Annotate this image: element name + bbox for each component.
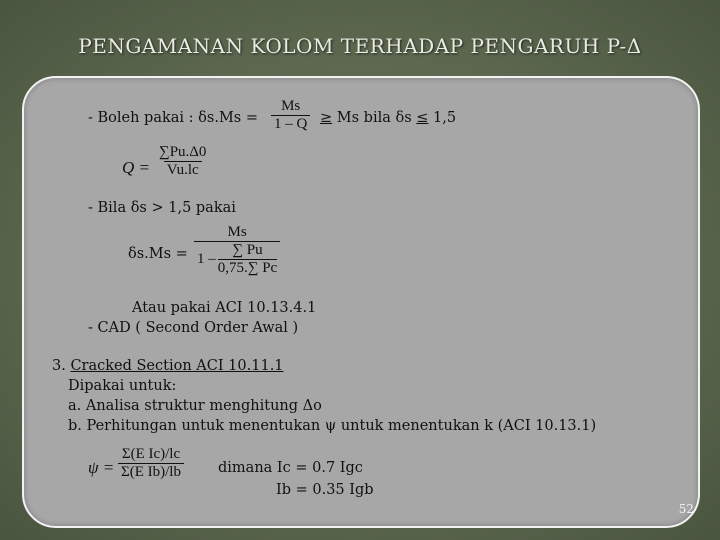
q-lhs: Q = xyxy=(122,158,150,177)
item-a: a. Analisa struktur menghitung Δo xyxy=(68,398,322,414)
inner-numerator: ∑ Pu xyxy=(232,242,263,258)
psi-lhs: ψ = xyxy=(88,458,115,477)
slide-number: 52 xyxy=(678,502,694,516)
le-symbol: ≤ xyxy=(416,110,429,126)
cad-line: - CAD ( Second Order Awal ) xyxy=(88,320,299,336)
ms-formula-lhs: δs.Ms = xyxy=(128,246,188,262)
fraction-denominator: 1 – Q xyxy=(271,115,310,133)
ms-formula-den-prefix: 1 – xyxy=(197,251,216,267)
dimana-line1: dimana Ic = 0.7 Igc xyxy=(218,460,363,476)
ms-formula-fraction xyxy=(194,224,280,277)
item-b: b. Perhitungan untuk menentukan ψ untuk menentukan k (ACI 10.13.1) xyxy=(68,418,597,434)
section3-heading xyxy=(52,358,284,374)
content-panel xyxy=(22,76,700,528)
bila-label: - Bila δs > 1,5 pakai xyxy=(88,200,236,216)
boleh-pakai-label: - Boleh pakai : δs.Ms = xyxy=(88,110,258,126)
psi-fraction xyxy=(118,446,184,481)
dimana-line2: Ib = 0.35 Igb xyxy=(276,482,374,498)
q-numerator: ∑Pu.Δ0 xyxy=(159,144,207,160)
ms-condition-text: Ms bila δs ≤ 1,5 xyxy=(332,110,457,126)
ms-formula-numerator: Ms xyxy=(227,224,247,240)
ms-condition xyxy=(320,110,456,126)
section3-title: Cracked Section ACI 10.11.1 xyxy=(70,358,284,374)
section3-prefix: 3. xyxy=(52,358,71,374)
ge-symbol: ≥ xyxy=(320,110,333,126)
dipakai-untuk: Dipakai untuk: xyxy=(68,378,177,394)
inner-denominator: 0,75.∑ Pc xyxy=(217,260,278,276)
inner-fraction xyxy=(218,242,277,277)
slide-title: PENGAMANAN KOLOM TERHADAP PENGARUH P-Δ xyxy=(78,34,642,58)
psi-denominator: Σ(E Ib)/lb xyxy=(118,463,184,481)
ms-formula-denominator xyxy=(194,241,280,277)
aci-reference: Atau pakai ACI 10.13.4.1 xyxy=(132,300,317,316)
ms-over-1-minus-q xyxy=(271,98,310,133)
psi-numerator: Σ(E Ic)/lc xyxy=(121,446,181,462)
q-fraction xyxy=(156,144,209,179)
q-denominator: Vu.lc xyxy=(164,161,202,179)
fraction-numerator: Ms xyxy=(281,98,301,114)
